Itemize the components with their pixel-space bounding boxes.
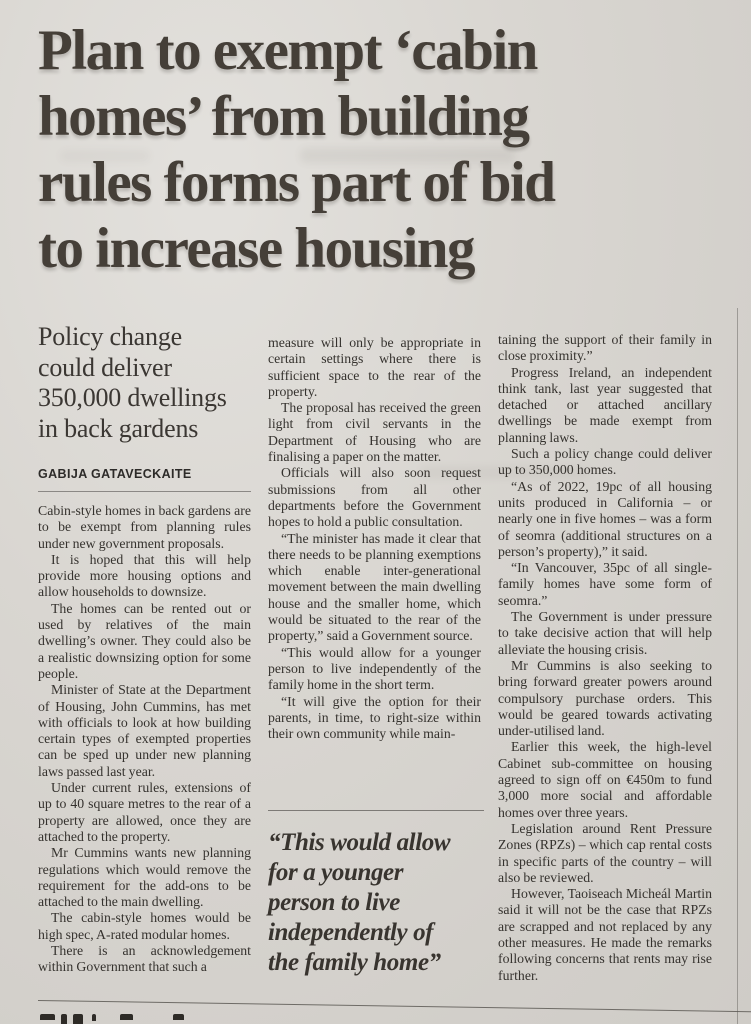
paragraph: Legislation around Rent Pressure Zones (RPZs) – which cap rental costs in specific parts of the country – will also be reviewed.: [498, 820, 712, 885]
pull-quote-line: independently of: [268, 919, 434, 946]
paragraph: Such a policy change could deliver up to 350,000 homes.: [498, 446, 712, 478]
paragraph: The homes can be rented out or used by relatives of the main dwelling’s owner. They could also be a realistic downsizing option for some people.: [38, 600, 251, 681]
headline-line: homes’ from building: [38, 85, 529, 148]
headline-line: rules forms part of bid: [38, 151, 555, 214]
paragraph: Minister of State at the Department of Housing, John Cummins, has met with officials to look at how building certain types of exempted properties can be sped up under new planning laws passed last year.: [38, 682, 251, 779]
standfirst-line: could deliver: [38, 352, 172, 382]
paragraph: Mr Cummins is also seeking to bring forward greater powers around compulsory purchase orders. This would be geared towards activating under-utilised land.: [498, 657, 712, 739]
pull-quote-rule: [268, 810, 484, 811]
pull-quote-line: “This would allow: [268, 829, 451, 856]
paragraph: The cabin-style homes would be high spec, A-rated modular homes.: [38, 910, 251, 942]
byline: GABIJA GATAVECKAITE: [38, 467, 192, 481]
article-body-right: [498, 332, 712, 984]
paragraph: taining the support of their family in close proximity.”: [498, 332, 712, 364]
pull-quote-line: the family home”: [268, 949, 441, 976]
standfirst-line: in back gardens: [38, 413, 199, 443]
headline-line: Plan to exempt ‘cabin: [38, 19, 537, 82]
pull-quote-line: for a younger: [268, 859, 404, 886]
paragraph: “As of 2022, 19pc of all housing units produced in California – or nearly one in five homes – was a form of seomra (additional structures on a person’s property),” it said.: [498, 478, 712, 559]
paragraph: Cabin-style homes in back gardens are to be exempt from planning rules under new government proposals.: [38, 503, 251, 551]
paragraph: The Government is under pressure to take decisive action that will help alleviate the housing crisis.: [498, 609, 712, 657]
article-headline: [38, 18, 738, 282]
standfirst-line: Policy change: [38, 322, 182, 351]
column-divider-rule: [737, 308, 738, 1024]
paragraph: Mr Cummins wants new planning regulations which would remove the requirement for the add-ons to be attached to the main dwelling.: [38, 845, 251, 910]
byline-rule: [38, 491, 251, 492]
article-body-left: [38, 503, 251, 976]
paragraph: The proposal has received the green light from civil servants in the Department of Housing who are finalising a paper on the matter.: [268, 400, 481, 465]
column-middle: [268, 324, 481, 770]
standfirst-line: 350,000 dwellings: [38, 383, 227, 412]
paragraph: measure will only be appropriate in certain settings where there is sufficient space to the rear of the property.: [268, 335, 481, 399]
paragraph: “The minister has made it clear that there needs to be planning exemptions which enable inter-generational movement between the main dwelling house and the smaller home, which would be situated to the rear of the property,” said a Government source.: [268, 530, 481, 644]
column-left: [38, 322, 251, 1006]
paragraph: “In Vancouver, 35pc of all single-family homes have some form of seomra.”: [498, 560, 712, 608]
paragraph: Progress Ireland, an independent think tank, last year suggested that detached or attached ancillary dwellings be made exempt from planning laws.: [498, 364, 712, 445]
article-body-middle: [268, 335, 481, 742]
paragraph: Officials will also soon request submissions from all other departments before the Government hopes to hold a public consultation.: [268, 465, 481, 530]
paragraph: “This would allow for a younger person to live independently of the family home in the short term.: [268, 644, 481, 693]
paragraph: “It will give the option for their parents, in time, to right-size within their own community while main-: [268, 693, 481, 742]
standfirst: [38, 322, 251, 444]
pull-quote-line: person to live: [268, 889, 400, 916]
pull-quote: [268, 810, 484, 978]
column-right: [498, 321, 712, 1013]
paragraph: However, Taoiseach Micheál Martin said it will not be the case that RPZs are scrapped and not replaced by any other measures. He made the remarks following concerns that rents may rise further.: [498, 886, 712, 983]
paragraph: It is hoped that this will help provide more housing options and allow households to downsize.: [38, 551, 251, 600]
paragraph: Under current rules, extensions of up to 40 square metres to the rear of a property are allowed, once they are attached to the property.: [38, 780, 251, 844]
headline-line: to increase housing: [38, 217, 474, 280]
paragraph: There is an acknowledgement within Government that such a: [38, 943, 251, 975]
paragraph: Earlier this week, the high-level Cabinet sub-committee on housing agreed to sign off on €450m to fund 3,000 more social and affordable homes over three years.: [498, 739, 712, 820]
